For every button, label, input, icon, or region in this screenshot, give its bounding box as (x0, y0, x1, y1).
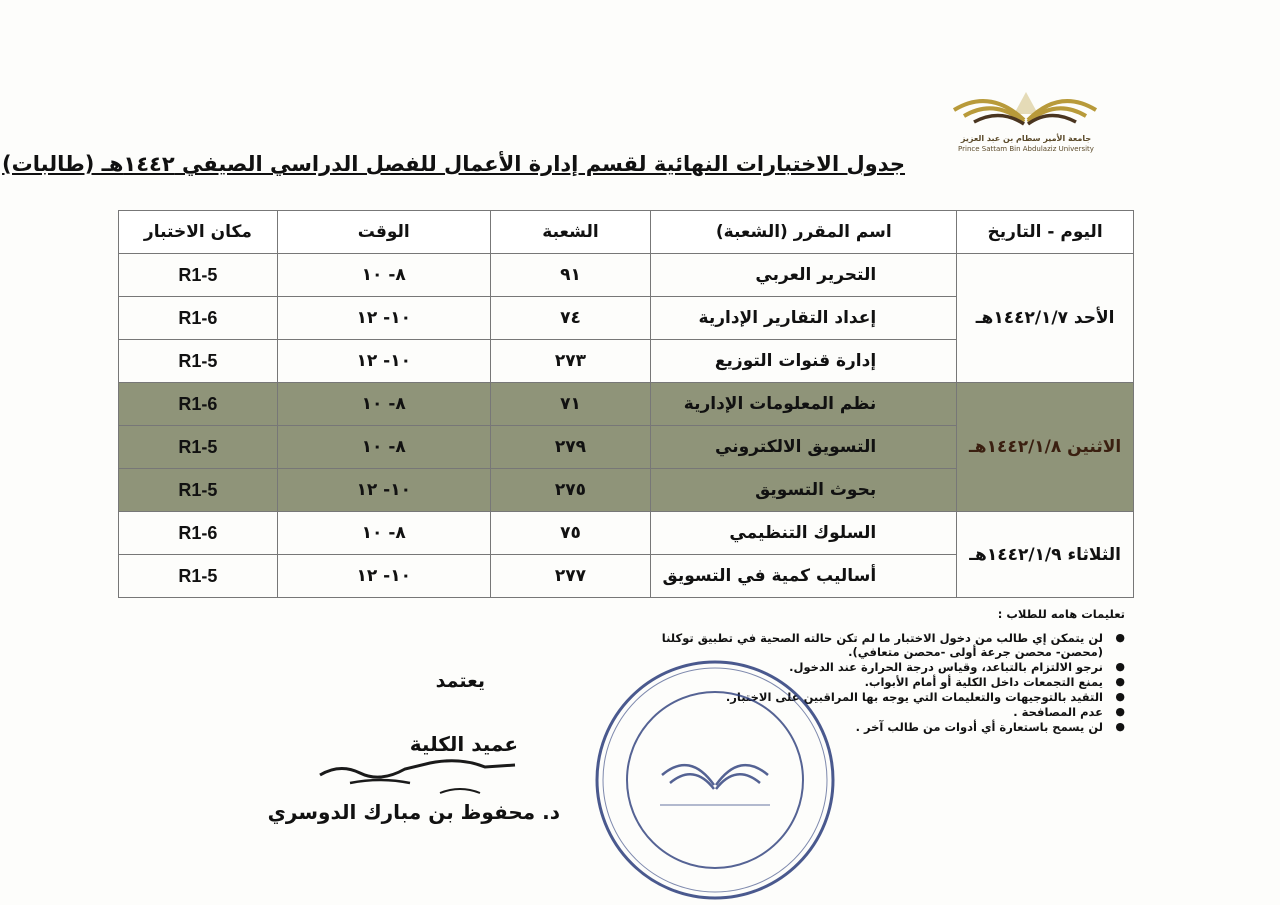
bullet-icon: ● (1115, 675, 1125, 688)
instruction-text: لن يسمح باستعارة أي أدوات من طالب آخر . (855, 720, 1103, 734)
time-cell: ٨- ١٠ (277, 383, 490, 426)
time-cell: ٨- ١٠ (277, 426, 490, 469)
instruction-text: التقيد بالتوجيهات والتعليمات التي يوجه بها المراقبين على الاختبار. (725, 690, 1103, 704)
section-cell: ٩١ (490, 254, 651, 297)
header-section: الشعبة (490, 211, 651, 254)
dean-name: د. محفوظ بن مبارك الدوسري (267, 800, 560, 824)
approve-label: يعتمد (435, 670, 485, 692)
place-cell: R1-6 (119, 512, 278, 555)
header-place: مكان الاختبار (119, 211, 278, 254)
section-cell: ٢٧٥ (490, 469, 651, 512)
dean-title: عميد الكلية (409, 732, 518, 756)
place-cell: R1-6 (119, 383, 278, 426)
instructions-heading: تعليمات هامه للطلاب : (997, 607, 1125, 621)
course-cell: بحوث التسويق (651, 469, 957, 512)
course-cell: إدارة قنوات التوزيع (651, 340, 957, 383)
page-title: جدول الاختبارات النهائية لقسم إدارة الأعمال للفصل الدراسي الصيفي ١٤٤٢هـ (طالبات) (2, 152, 905, 176)
place-cell: R1-5 (119, 555, 278, 598)
bullet-icon: ● (1115, 660, 1125, 673)
section-cell: ٧٤ (490, 297, 651, 340)
day-cell: الثلاثاء ١٤٤٢/١/٩هـ (957, 512, 1134, 598)
place-cell: R1-5 (119, 426, 278, 469)
place-cell: R1-5 (119, 254, 278, 297)
bullet-icon: ● (1115, 705, 1125, 718)
logo-name-arabic: جامعة الأمير سطام بن عبد العزيز (960, 134, 1092, 143)
instruction-text: نرجو الالتزام بالتباعد، وقياس درجة الحرارة عند الدخول. (789, 660, 1103, 674)
instruction-text: لن يتمكن إي طالب من دخول الاختبار ما لم تكن حالته الصحية في تطبيق توكلنا (محصن- محصن جرعة أولى -محصن متعافي). (661, 631, 1103, 659)
time-cell: ٨- ١٠ (277, 254, 490, 297)
time-cell: ١٠- ١٢ (277, 340, 490, 383)
handwritten-signature-icon (310, 753, 530, 801)
course-cell: نظم المعلومات الإدارية (651, 383, 957, 426)
book-wings-logo-icon (950, 84, 1100, 136)
day-cell: الاثنين ١٤٤٢/١/٨هـ (957, 383, 1134, 512)
section-cell: ٧١ (490, 383, 651, 426)
bullet-icon: ● (1115, 690, 1125, 703)
time-cell: ١٠- ١٢ (277, 297, 490, 340)
course-cell: التحرير العربي (651, 254, 957, 297)
section-cell: ٢٧٣ (490, 340, 651, 383)
course-cell: إعداد التقارير الإدارية (651, 297, 957, 340)
section-cell: ٢٧٧ (490, 555, 651, 598)
course-cell: السلوك التنظيمي (651, 512, 957, 555)
header-time: الوقت (277, 211, 490, 254)
university-stamp-icon (590, 655, 840, 905)
table-row (119, 383, 1134, 426)
day-cell: الأحد ١٤٤٢/١/٧هـ (957, 254, 1134, 383)
course-cell: أساليب كمية في التسويق (651, 555, 957, 598)
university-logo (950, 84, 1100, 156)
logo-name-english: Prince Sattam Bin Abdulaziz University (958, 145, 1094, 153)
table-row (119, 254, 1134, 297)
place-cell: R1-5 (119, 469, 278, 512)
time-cell: ١٠- ١٢ (277, 469, 490, 512)
instruction-text: يمنع التجمعات داخل الكلية أو أمام الأبواب. (864, 675, 1103, 689)
place-cell: R1-6 (119, 297, 278, 340)
table-header-row (119, 211, 1134, 254)
exam-schedule-table (118, 210, 1134, 598)
bullet-icon: ● (1115, 720, 1125, 733)
time-cell: ١٠- ١٢ (277, 555, 490, 598)
header-course: اسم المقرر (الشعبة) (651, 211, 957, 254)
header-day: اليوم - التاريخ (957, 211, 1134, 254)
bullet-icon: ● (1115, 631, 1125, 644)
table-row (119, 512, 1134, 555)
instruction-text: عدم المصافحة . (1013, 705, 1103, 719)
place-cell: R1-5 (119, 340, 278, 383)
section-cell: ٧٥ (490, 512, 651, 555)
course-cell: التسويق الالكتروني (651, 426, 957, 469)
time-cell: ٨- ١٠ (277, 512, 490, 555)
section-cell: ٢٧٩ (490, 426, 651, 469)
